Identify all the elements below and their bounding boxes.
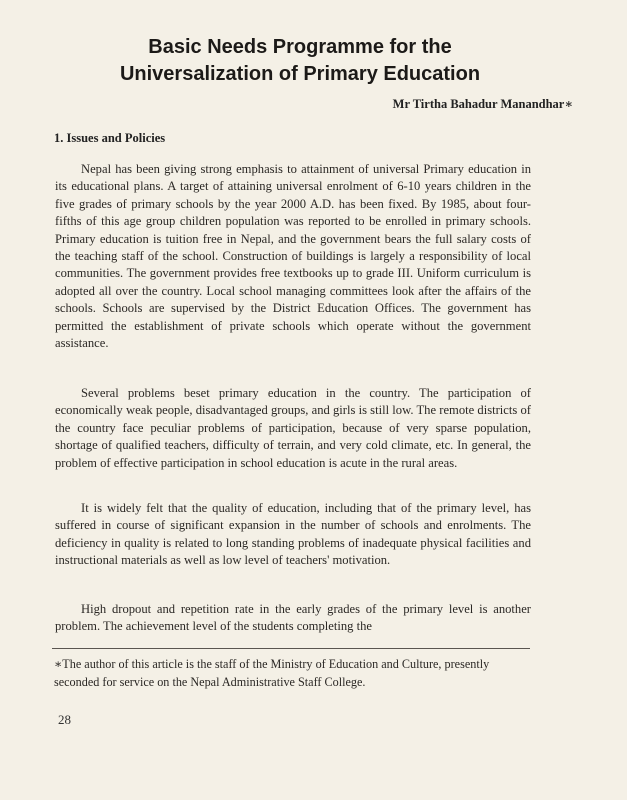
paragraph-text: Nepal has been giving strong emphasis to attainment of universal Primary education in its educational plans. A target of attaining universal enrolment of 6-10 years children in the five grades of primary schools by the year 2000 A.D. has been fixed. By 1985, about four-fifths of this age group children population was reported to be enrolled in primary schools. Primary education is tuition free in Nepal, and the government bears the full salary costs of the teaching staff of the school. Construction of buildings is largely a responsibility of local communities. The government provides free textbooks up to grade III. Uniform curriculum is adopted all over the country. Local school managing committees look after the affairs of the schools. Schools are supervised by the District Education Offices. The government has permitted the establishment of private schools which operate without the government assistance. xyxy=(55,162,531,351)
article-title xyxy=(40,34,560,88)
paragraph-text: Several problems beset primary education in the country. The participation of economically weak people, disadvantaged groups, and girls is still low. The remote districts of the country face peculiar problems of participation, because of very sparse population, shortage of qualified teachers, difficulty of terrain, and very cold climate, etc. In general, the problem of effective participation in school education is acute in the rural areas. xyxy=(55,386,531,470)
paragraph-4 xyxy=(55,601,531,636)
section-heading: 1. Issues and Policies xyxy=(54,131,166,145)
paragraph-text: High dropout and repetition rate in the early grades of the primary level is another problem. The achievement level of the students completing the xyxy=(55,602,531,634)
paragraph-1 xyxy=(55,161,531,352)
paragraph-2 xyxy=(55,385,531,472)
title-line-1: Basic Needs Programme for the xyxy=(148,36,452,58)
paragraph-3 xyxy=(55,500,531,570)
footnote: ∗The author of this article is the staff of the Ministry of Education and Culture, presently seconded for service on the Nepal Administrative Staff College. xyxy=(54,657,490,689)
title-line-2: Universalization of Primary Education xyxy=(119,63,481,85)
paragraph-text: It is widely felt that the quality of education, including that of the primary level, has suffered in course of significant expansion in the number of schools and enrolments. The deficiency in quality is related to long standing problems of inadequate physical facilities and instructional materials as well as low level of teachers' motivation. xyxy=(55,501,531,568)
page-number: 28 xyxy=(58,712,71,727)
footnote-divider xyxy=(52,648,530,649)
author-name: Mr Tirtha Bahadur Manandhar∗ xyxy=(392,97,573,111)
